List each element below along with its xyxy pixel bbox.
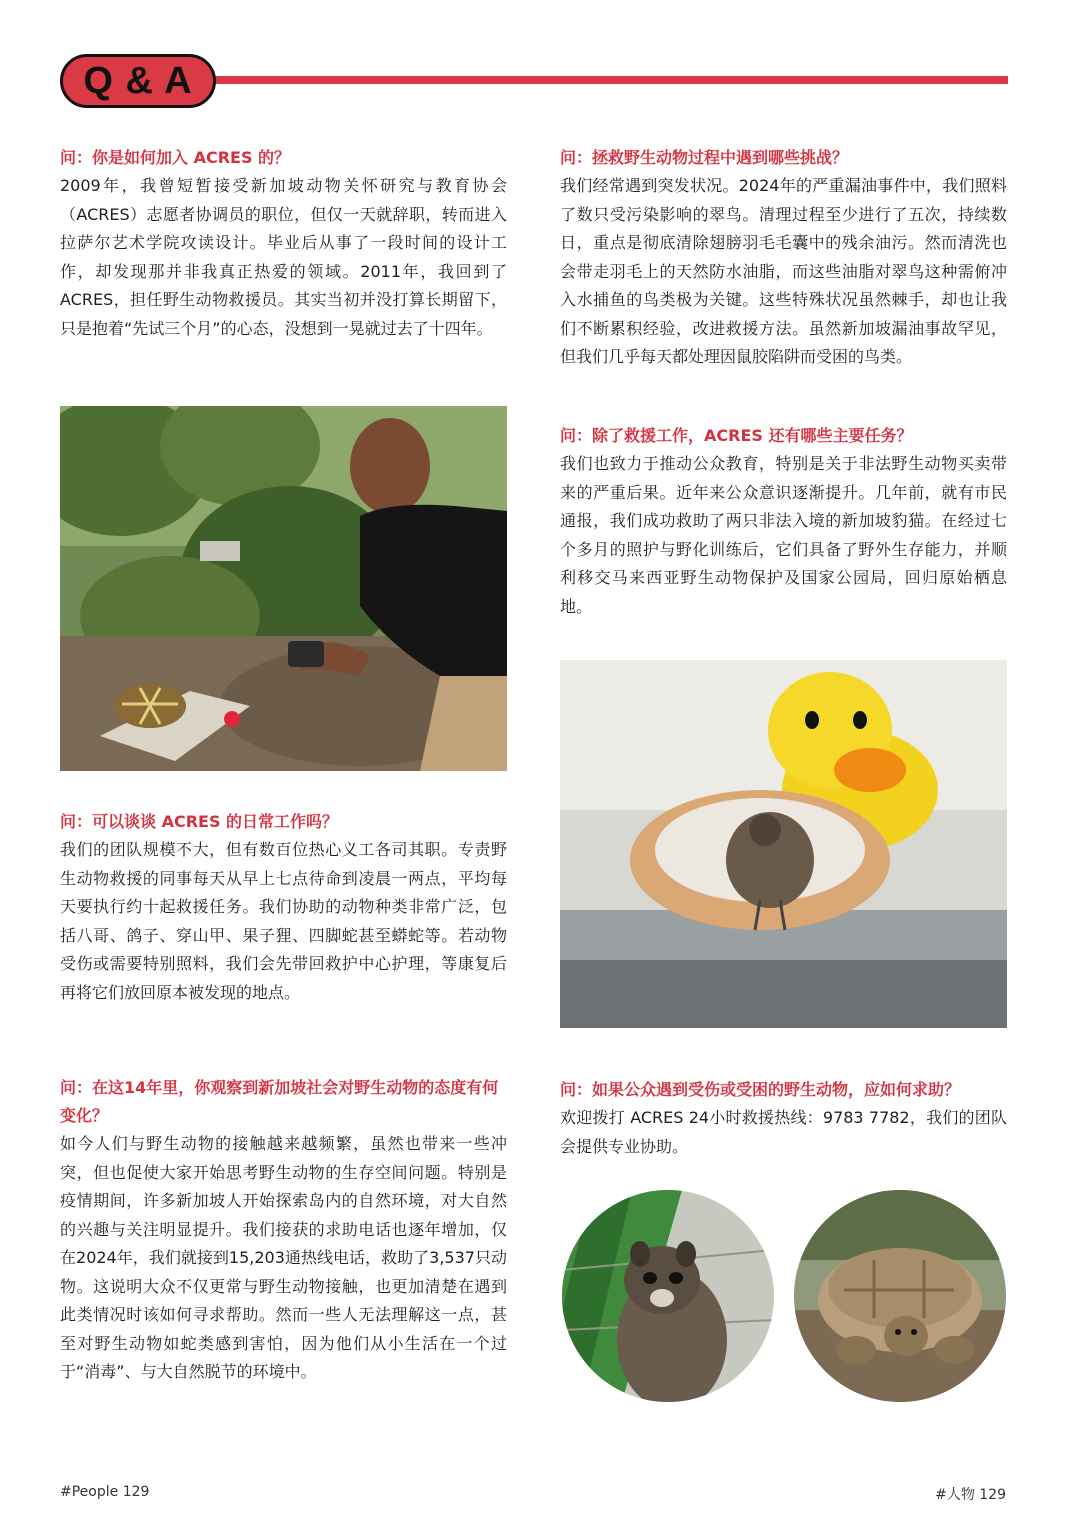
qa-block-challenges (560, 144, 1007, 372)
tortoise-illustration (794, 1190, 1006, 1402)
photo-chick-with-duck-plush (560, 660, 1007, 1028)
answer-text: 我们的团队规模不大，但有数百位热心义工各司其职。专责野生动物救援的同事每天从早上七点待命到凌晨一两点，平均每天要执行约十起救援任务。我们协助的动物种类非常广泛，包括八哥、鸽子、穿山甲、果子狸、四脚蛇甚至蟒蛇等。若动物受伤或需要特别照料，我们会先带回救护中心护理，等康复后再将它们放回原本被发现的地点。 (60, 840, 507, 1002)
footer-left: #People 129 (60, 1484, 150, 1500)
question-heading: 问：除了救援工作，ACRES 还有哪些主要任务？ (560, 426, 913, 445)
qa-badge: Q & A (60, 54, 216, 108)
question-heading: 问：可以谈谈 ACRES 的日常工作吗？ (60, 812, 339, 831)
qa-block-join (60, 144, 507, 343)
qa-block-attitude-change (60, 1074, 507, 1387)
answer-text: 2009年，我曾短暂接受新加坡动物关怀研究与教育协会（ACRES）志愿者协调员的职位，但仅一天就辞职，转而进入拉萨尔艺术学院攻读设计。毕业后从事了一段时间的设计工作，却发现那并非我真正热爱的领域。2011年，我回到了ACRES，担任野生动物救援员。其实当初并没打算长期留下，只是抱着“先试三个月”的心态，没想到一晃就过去了十四年。 (60, 176, 507, 338)
photo-rescuer-with-tortoise (60, 406, 507, 771)
question-heading: 问：你是如何加入 ACRES 的？ (60, 148, 291, 167)
photo-civet-circle (562, 1190, 774, 1402)
photo-tortoise-circle (794, 1190, 1006, 1402)
footer-right: #人物 129 (935, 1487, 1006, 1503)
question-heading: 问：拯救野生动物过程中遇到哪些挑战？ (560, 148, 849, 167)
answer-text: 我们经常遇到突发状况。2024年的严重漏油事件中，我们照料了数只受污染影响的翠鸟。清理过程至少进行了五次，持续数日，重点是彻底清除翅膀羽毛毛囊中的残余油污。然而清洗也会带走羽毛上的天然防水油脂，而这些油脂对翠鸟这种需俯冲入水捕鱼的鸟类极为关键。这些特殊状况虽然棘手，却也让我们不断累积经验，改进救援方法。虽然新加坡漏油事故罕见，但我们几乎每天都处理因鼠胶陷阱而受困的鸟类。 (560, 176, 1007, 366)
civet-illustration (562, 1190, 774, 1402)
answer-text: 如今人们与野生动物的接触越来越频繁，虽然也带来一些冲突，但也促使大家开始思考野生动物的生存空间问题。特别是疫情期间，许多新加坡人开始探索岛内的自然环境，对大自然的兴趣与关注明显提升。我们接获的求助电话也逐年增加，仅在2024年，我们就接到15,203通热线电话，救助了3,537只动物。这说明大众不仅更常与野生动物接触，也更加清楚在遇到此类情况时该如何寻求帮助。然而一些人无法理解这一点，甚至对野生动物如蛇类感到害怕，因为他们从小生活在一个过于“消毒”、与大自然脱节的环境中。 (60, 1134, 507, 1381)
answer-text: 欢迎拨打 ACRES 24小时救援热线：9783 7782，我们的团队会提供专业协助。 (560, 1108, 1007, 1156)
qa-block-daily-work (60, 808, 507, 1007)
qa-block-how-to-help (560, 1076, 1007, 1161)
question-heading: 问：如果公众遇到受伤或受困的野生动物，应如何求助？ (560, 1080, 961, 1099)
header-rule (210, 76, 1008, 84)
question-heading: 问：在这14年里，你观察到新加坡社会对野生动物的态度有何变化？ (60, 1078, 499, 1125)
qa-header (60, 54, 1008, 108)
qa-block-other-missions (560, 422, 1007, 621)
answer-text: 我们也致力于推动公众教育，特别是关于非法野生动物买卖带来的严重后果。近年来公众意识逐渐提升。几年前，就有市民通报，我们成功救助了两只非法入境的新加坡豹猫。在经过七个多月的照护与野化训练后，它们具备了野外生存能力，并顺利移交马来西亚野生动物保护及国家公园局，回归原始栖息地。 (560, 454, 1007, 616)
chick-duck-illustration (560, 660, 1007, 1028)
rescuer-tortoise-illustration (60, 406, 507, 771)
